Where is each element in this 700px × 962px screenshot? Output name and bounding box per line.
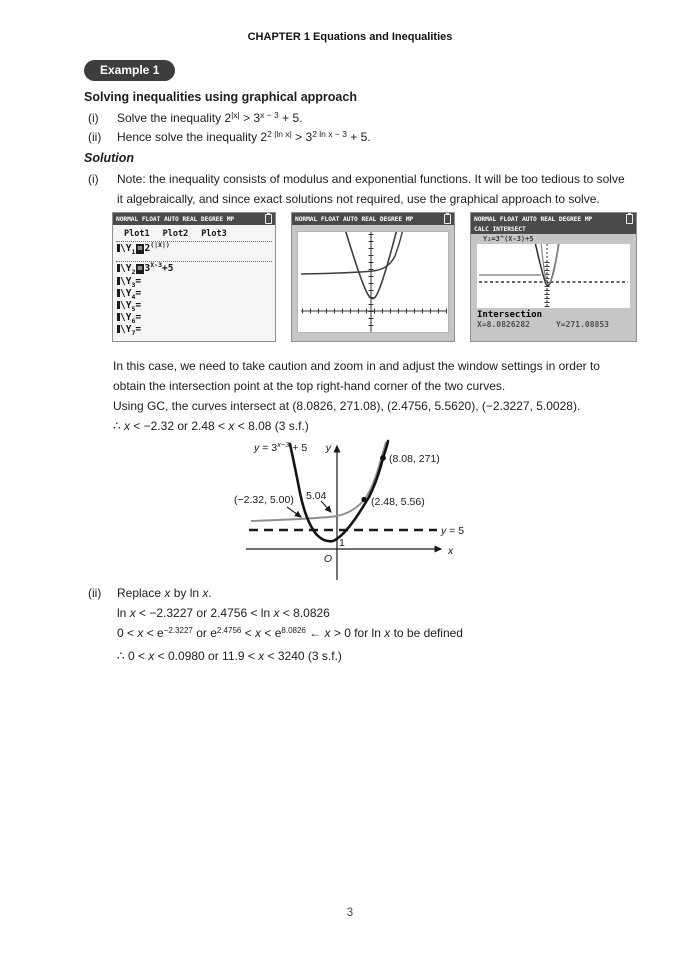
y2-equation-row: $\backslash Y_2 = 3^{X-3}+5$	[115, 262, 273, 276]
problem-text: Solve the inequality $2^{|x|} > 3^{x - 3} + 5$.	[117, 110, 303, 125]
example-title: Solving inequalities using graphical approach	[84, 90, 357, 104]
battery-icon	[626, 214, 633, 224]
plot3-tab: Plot3	[201, 229, 227, 239]
plot-tabs	[115, 226, 273, 241]
item-number: (ii)	[88, 130, 102, 144]
y-value: Y=271.08853	[555, 320, 609, 329]
analysis-line: obtain the intersection point at the top right-hand corner of the two curves.	[113, 379, 506, 393]
y-intercept-arrow	[321, 501, 331, 512]
calc-status-bar: NORMAL FLOAT AUTO REAL DEGREE MP	[113, 213, 275, 225]
item-number: (ii)	[88, 586, 102, 600]
solution-note	[88, 170, 653, 209]
calc-status-bar: NORMAL FLOAT AUTO REAL DEGREE MP	[292, 213, 454, 225]
y-axis-label: y	[325, 442, 331, 454]
point-label-top: (8.08, 271)	[389, 453, 440, 465]
calc-graph	[477, 244, 630, 308]
line-style-slash: \	[120, 324, 126, 335]
origin-label: O	[323, 553, 332, 565]
problem-item-i	[88, 109, 653, 129]
example-badge: Example 1	[84, 60, 175, 81]
battery-icon	[265, 214, 272, 224]
final-answer-line: ∴ 0 < x < 0.0980 or 11.9 < x < 3240 (3 s.f.)	[117, 649, 342, 663]
line-style-slash: \	[120, 300, 126, 311]
ln-inequality-line: ln x < −2.3227 or 2.4756 < ln x < 8.0826	[117, 606, 330, 620]
y1-equation-row: $\backslash Y_1 = 2^{(|X|)}$	[115, 242, 273, 256]
chapter-header: CHAPTER 1 Equations and Inequalities	[247, 31, 453, 43]
y-intercept-label: 5.04	[306, 490, 327, 502]
exponential-bounds-line: $0 < x < e^{-2.3227}$ or $e^{2.4756} < x < e^{8.0826}$ ← x > 0 for ln x to be defined	[117, 626, 463, 640]
note-line: Note: the inequality consists of modulus and exponential functions. It will be too tedious to solve	[117, 172, 625, 186]
plot2-tab: Plot2	[162, 229, 189, 239]
left-arrow-glyph: ←	[305, 626, 325, 640]
analysis-paragraph	[113, 356, 658, 436]
x-axis-label: x	[448, 545, 454, 557]
item-number: (i)	[88, 111, 99, 125]
calculator-screenshot-graph	[291, 212, 455, 342]
intersection-point-top	[380, 455, 386, 461]
y7-equation-row: $\backslash Y_7=$	[115, 324, 273, 336]
point-label-left: (−2.32, 5.00)	[234, 494, 294, 506]
line-style-slash: \	[120, 276, 126, 287]
calc-mode-bar: CALC INTERSECT	[471, 225, 636, 234]
asymptote-label: y = 5	[441, 525, 465, 537]
note-text	[117, 170, 653, 209]
conclusion-line: ∴ x < −2.32 or 2.48 < x < 8.08 (3 s.f.)	[113, 419, 309, 433]
selected-equals: =	[137, 264, 143, 274]
y4-equation-row: $\backslash Y_4=$	[115, 288, 273, 300]
line-style-slash: \	[120, 288, 126, 299]
problem-text: Hence solve the inequality $2^{2 |ln x|} > 3^{2 ln x - 3} + 5$.	[117, 129, 371, 144]
solution-heading: Solution	[84, 151, 134, 165]
calculator-screenshot-intersect	[470, 212, 637, 342]
active-equation-label: Y₂=3^(X-3)+5	[483, 235, 534, 243]
x-value: X=8.0826282	[477, 320, 530, 329]
page-number: 3	[346, 907, 354, 919]
curve-equation-label: $y = 3^{x-3} + 5$	[254, 440, 308, 454]
intersection-point-mid	[361, 497, 366, 502]
intersection-label: Intersection	[477, 310, 543, 320]
analysis-line: In this case, we need to take caution and zoom in and adjust the window settings in order to	[113, 359, 600, 373]
replace-line: Replace x by ln x.	[117, 586, 212, 600]
calc-screen-body	[113, 225, 275, 337]
tick-one-label: 1	[339, 537, 345, 549]
left-point-arrow	[287, 507, 301, 517]
solution-part-ii	[88, 584, 653, 604]
calc-graph	[298, 232, 450, 332]
y6-equation-row: $\backslash Y_6=$	[115, 312, 273, 324]
problem-item-ii	[88, 128, 653, 148]
item-number: (i)	[88, 172, 99, 186]
analysis-line: Using GC, the curves intersect at (8.0826, 271.08), (2.4756, 5.5620), (−2.3227, 5.0028).	[113, 399, 581, 413]
calculator-screenshot-equation-editor	[112, 212, 276, 342]
line-style-slash: \	[120, 243, 126, 254]
plot1-tab: Plot1	[124, 229, 150, 239]
calc-plot-area	[477, 244, 630, 308]
calc-plot-area	[297, 231, 449, 333]
point-label-mid: (2.48, 5.56)	[371, 496, 425, 508]
y5-equation-row: $\backslash Y_5=$	[115, 300, 273, 312]
note-line: it algebraically, and since exact solutions not required, use the graphical approach to solve.	[117, 191, 600, 206]
line-style-slash: \	[120, 263, 126, 274]
y3-equation-row: $\backslash Y_3=$	[115, 276, 273, 288]
graph-figure	[228, 433, 492, 583]
curve-modulus-black	[290, 441, 388, 541]
calc-status-bar: NORMAL FLOAT AUTO REAL DEGREE MP	[471, 213, 636, 225]
battery-icon	[444, 214, 451, 224]
selected-equals: =	[137, 244, 143, 254]
line-style-slash: \	[120, 312, 126, 323]
intersection-values	[471, 320, 636, 329]
